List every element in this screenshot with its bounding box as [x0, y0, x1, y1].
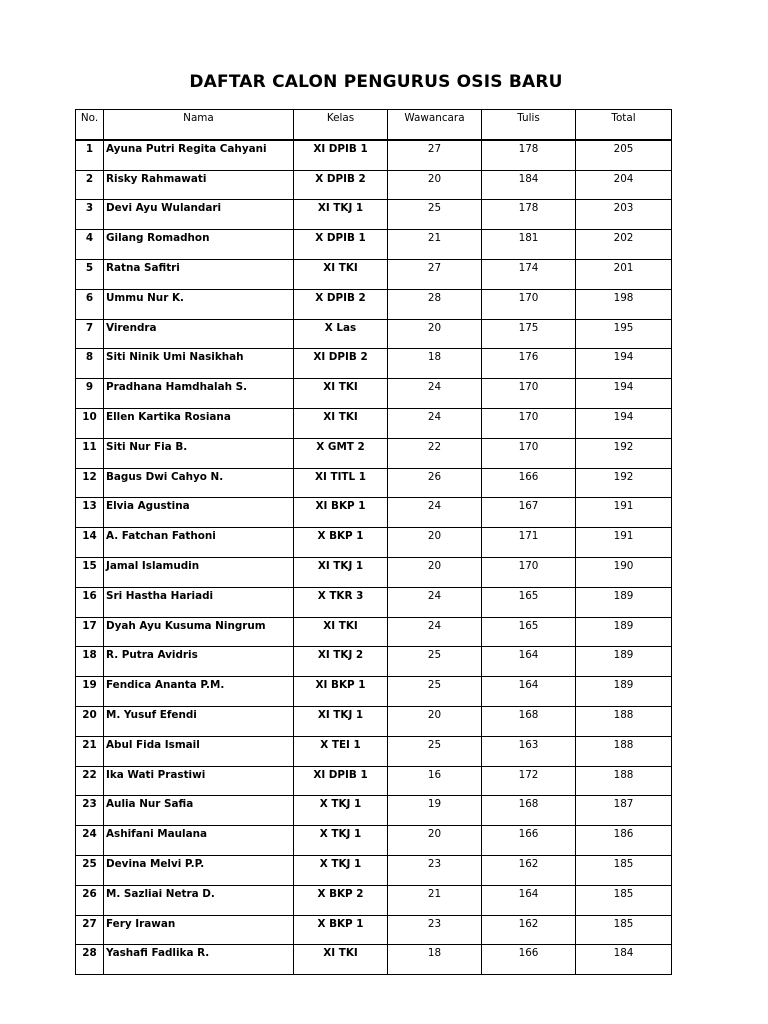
- table-row: [76, 796, 672, 826]
- cell-nama: Virendra: [104, 319, 294, 349]
- cell-wawancara: 22: [388, 438, 482, 468]
- cell-kelas: X BKP 1: [294, 915, 388, 945]
- cell-kelas: XI TKI: [294, 259, 388, 289]
- cell-no: 5: [76, 259, 104, 289]
- cell-no: 17: [76, 617, 104, 647]
- candidate-table: [75, 109, 672, 975]
- cell-tulis: 178: [482, 200, 576, 230]
- cell-tulis: 176: [482, 349, 576, 379]
- table-row: [76, 915, 672, 945]
- cell-wawancara: 20: [388, 557, 482, 587]
- cell-kelas: X TEI 1: [294, 736, 388, 766]
- cell-nama: Jamal Islamudin: [104, 557, 294, 587]
- cell-no: 23: [76, 796, 104, 826]
- cell-nama: Fendica Ananta P.M.: [104, 677, 294, 707]
- cell-nama: M. Sazliai Netra D.: [104, 885, 294, 915]
- cell-no: 19: [76, 677, 104, 707]
- cell-no: 24: [76, 826, 104, 856]
- cell-no: 14: [76, 528, 104, 558]
- table-row: [76, 528, 672, 558]
- cell-no: 11: [76, 438, 104, 468]
- cell-kelas: XI TITL 1: [294, 468, 388, 498]
- cell-total: 194: [576, 379, 672, 409]
- cell-wawancara: 25: [388, 677, 482, 707]
- cell-total: 192: [576, 438, 672, 468]
- cell-total: 202: [576, 230, 672, 260]
- table-row: [76, 706, 672, 736]
- cell-wawancara: 27: [388, 140, 482, 170]
- cell-no: 20: [76, 706, 104, 736]
- cell-no: 6: [76, 289, 104, 319]
- column-header-nama: Nama: [104, 110, 294, 140]
- cell-wawancara: 20: [388, 706, 482, 736]
- page-title: DAFTAR CALON PENGURUS OSIS BARU: [189, 72, 563, 92]
- cell-wawancara: 20: [388, 319, 482, 349]
- cell-total: 189: [576, 587, 672, 617]
- cell-no: 21: [76, 736, 104, 766]
- cell-nama: Siti Ninik Umi Nasikhah: [104, 349, 294, 379]
- cell-nama: Ika Wati Prastiwi: [104, 766, 294, 796]
- cell-tulis: 174: [482, 259, 576, 289]
- cell-total: 203: [576, 200, 672, 230]
- cell-nama: Dyah Ayu Kusuma Ningrum: [104, 617, 294, 647]
- cell-kelas: X DPIB 2: [294, 289, 388, 319]
- cell-kelas: X TKJ 1: [294, 855, 388, 885]
- cell-total: 188: [576, 736, 672, 766]
- cell-total: 189: [576, 677, 672, 707]
- cell-kelas: XI DPIB 1: [294, 140, 388, 170]
- table-row: [76, 289, 672, 319]
- cell-no: 8: [76, 349, 104, 379]
- cell-no: 4: [76, 230, 104, 260]
- table-row: [76, 379, 672, 409]
- cell-total: 185: [576, 855, 672, 885]
- cell-no: 26: [76, 885, 104, 915]
- cell-kelas: XI TKI: [294, 617, 388, 647]
- cell-no: 27: [76, 915, 104, 945]
- cell-nama: A. Fatchan Fathoni: [104, 528, 294, 558]
- table-row: [76, 587, 672, 617]
- cell-total: 188: [576, 766, 672, 796]
- table-row: [76, 677, 672, 707]
- cell-nama: Gilang Romadhon: [104, 230, 294, 260]
- cell-total: 191: [576, 528, 672, 558]
- cell-wawancara: 21: [388, 230, 482, 260]
- cell-kelas: XI TKI: [294, 945, 388, 975]
- cell-total: 195: [576, 319, 672, 349]
- cell-wawancara: 24: [388, 408, 482, 438]
- table-row: [76, 766, 672, 796]
- cell-kelas: X DPIB 2: [294, 170, 388, 200]
- cell-kelas: X GMT 2: [294, 438, 388, 468]
- cell-kelas: XI DPIB 2: [294, 349, 388, 379]
- cell-tulis: 168: [482, 796, 576, 826]
- cell-kelas: XI TKJ 1: [294, 200, 388, 230]
- table-row: [76, 826, 672, 856]
- cell-nama: Sri Hastha Hariadi: [104, 587, 294, 617]
- table-row: [76, 945, 672, 975]
- table-row: [76, 736, 672, 766]
- cell-kelas: X BKP 1: [294, 528, 388, 558]
- cell-tulis: 166: [482, 826, 576, 856]
- cell-kelas: X DPIB 1: [294, 230, 388, 260]
- cell-wawancara: 21: [388, 885, 482, 915]
- cell-total: 189: [576, 617, 672, 647]
- cell-tulis: 163: [482, 736, 576, 766]
- cell-nama: Ratna Safitri: [104, 259, 294, 289]
- table-row: [76, 140, 672, 170]
- cell-kelas: X TKJ 1: [294, 826, 388, 856]
- cell-tulis: 165: [482, 617, 576, 647]
- cell-nama: Aulia Nur Safia: [104, 796, 294, 826]
- cell-wawancara: 24: [388, 617, 482, 647]
- table-row: [76, 170, 672, 200]
- cell-total: 185: [576, 915, 672, 945]
- cell-tulis: 164: [482, 677, 576, 707]
- table-row: [76, 855, 672, 885]
- cell-tulis: 166: [482, 945, 576, 975]
- cell-wawancara: 19: [388, 796, 482, 826]
- cell-wawancara: 26: [388, 468, 482, 498]
- cell-wawancara: 27: [388, 259, 482, 289]
- cell-no: 18: [76, 647, 104, 677]
- cell-total: 185: [576, 885, 672, 915]
- cell-kelas: X Las: [294, 319, 388, 349]
- cell-tulis: 178: [482, 140, 576, 170]
- cell-nama: Bagus Dwi Cahyo N.: [104, 468, 294, 498]
- cell-no: 9: [76, 379, 104, 409]
- column-header-tulis: Tulis: [482, 110, 576, 140]
- cell-no: 16: [76, 587, 104, 617]
- cell-no: 2: [76, 170, 104, 200]
- cell-nama: Pradhana Hamdhalah S.: [104, 379, 294, 409]
- cell-wawancara: 23: [388, 915, 482, 945]
- cell-tulis: 171: [482, 528, 576, 558]
- table-row: [76, 230, 672, 260]
- cell-total: 194: [576, 349, 672, 379]
- cell-total: 190: [576, 557, 672, 587]
- cell-nama: R. Putra Avidris: [104, 647, 294, 677]
- cell-kelas: XI TKJ 1: [294, 706, 388, 736]
- cell-nama: M. Yusuf Efendi: [104, 706, 294, 736]
- cell-kelas: XI TKI: [294, 379, 388, 409]
- cell-nama: Devi Ayu Wulandari: [104, 200, 294, 230]
- table-row: [76, 319, 672, 349]
- cell-nama: Fery Irawan: [104, 915, 294, 945]
- cell-wawancara: 16: [388, 766, 482, 796]
- cell-nama: Abul Fida Ismail: [104, 736, 294, 766]
- cell-wawancara: 18: [388, 945, 482, 975]
- cell-kelas: X TKR 3: [294, 587, 388, 617]
- cell-total: 192: [576, 468, 672, 498]
- cell-nama: Ellen Kartika Rosiana: [104, 408, 294, 438]
- cell-wawancara: 23: [388, 855, 482, 885]
- table-row: [76, 647, 672, 677]
- cell-wawancara: 28: [388, 289, 482, 319]
- table-header-row: [76, 110, 672, 140]
- cell-no: 10: [76, 408, 104, 438]
- cell-no: 25: [76, 855, 104, 885]
- cell-kelas: XI BKP 1: [294, 498, 388, 528]
- cell-tulis: 170: [482, 557, 576, 587]
- cell-tulis: 170: [482, 408, 576, 438]
- cell-no: 12: [76, 468, 104, 498]
- cell-tulis: 184: [482, 170, 576, 200]
- cell-tulis: 170: [482, 379, 576, 409]
- column-header-no: No.: [76, 110, 104, 140]
- cell-no: 7: [76, 319, 104, 349]
- cell-kelas: XI TKJ 1: [294, 557, 388, 587]
- cell-total: 201: [576, 259, 672, 289]
- cell-no: 15: [76, 557, 104, 587]
- cell-nama: Elvia Agustina: [104, 498, 294, 528]
- cell-wawancara: 25: [388, 200, 482, 230]
- table-row: [76, 885, 672, 915]
- cell-wawancara: 25: [388, 736, 482, 766]
- cell-wawancara: 20: [388, 826, 482, 856]
- cell-nama: Devina Melvi P.P.: [104, 855, 294, 885]
- cell-nama: Ashifani Maulana: [104, 826, 294, 856]
- table-row: [76, 617, 672, 647]
- cell-no: 22: [76, 766, 104, 796]
- cell-wawancara: 20: [388, 528, 482, 558]
- cell-tulis: 170: [482, 438, 576, 468]
- cell-tulis: 162: [482, 915, 576, 945]
- cell-total: 187: [576, 796, 672, 826]
- cell-kelas: X BKP 2: [294, 885, 388, 915]
- cell-total: 205: [576, 140, 672, 170]
- table-row: [76, 438, 672, 468]
- cell-tulis: 181: [482, 230, 576, 260]
- cell-total: 198: [576, 289, 672, 319]
- cell-no: 28: [76, 945, 104, 975]
- cell-kelas: XI BKP 1: [294, 677, 388, 707]
- cell-wawancara: 24: [388, 379, 482, 409]
- cell-wawancara: 25: [388, 647, 482, 677]
- table-row: [76, 557, 672, 587]
- cell-wawancara: 18: [388, 349, 482, 379]
- cell-tulis: 170: [482, 289, 576, 319]
- column-header-kelas: Kelas: [294, 110, 388, 140]
- table-row: [76, 498, 672, 528]
- cell-tulis: 167: [482, 498, 576, 528]
- cell-nama: Ayuna Putri Regita Cahyani: [104, 140, 294, 170]
- table-body: [76, 140, 672, 975]
- cell-total: 184: [576, 945, 672, 975]
- cell-tulis: 165: [482, 587, 576, 617]
- table-row: [76, 259, 672, 289]
- cell-total: 191: [576, 498, 672, 528]
- table-row: [76, 349, 672, 379]
- column-header-wawancara: Wawancara: [388, 110, 482, 140]
- cell-tulis: 172: [482, 766, 576, 796]
- cell-total: 204: [576, 170, 672, 200]
- cell-nama: Ummu Nur K.: [104, 289, 294, 319]
- cell-kelas: XI DPIB 1: [294, 766, 388, 796]
- cell-no: 13: [76, 498, 104, 528]
- cell-kelas: XI TKJ 2: [294, 647, 388, 677]
- cell-wawancara: 20: [388, 170, 482, 200]
- cell-kelas: XI TKI: [294, 408, 388, 438]
- cell-tulis: 168: [482, 706, 576, 736]
- cell-no: 3: [76, 200, 104, 230]
- table-row: [76, 408, 672, 438]
- cell-tulis: 162: [482, 855, 576, 885]
- cell-total: 188: [576, 706, 672, 736]
- column-header-total: Total: [576, 110, 672, 140]
- cell-nama: Yashafi Fadlika R.: [104, 945, 294, 975]
- cell-total: 186: [576, 826, 672, 856]
- cell-no: 1: [76, 140, 104, 170]
- cell-tulis: 175: [482, 319, 576, 349]
- table-row: [76, 468, 672, 498]
- cell-kelas: X TKJ 1: [294, 796, 388, 826]
- table-row: [76, 200, 672, 230]
- cell-wawancara: 24: [388, 498, 482, 528]
- cell-nama: Risky Rahmawati: [104, 170, 294, 200]
- cell-tulis: 164: [482, 885, 576, 915]
- cell-total: 189: [576, 647, 672, 677]
- cell-tulis: 164: [482, 647, 576, 677]
- cell-tulis: 166: [482, 468, 576, 498]
- cell-total: 194: [576, 408, 672, 438]
- cell-wawancara: 24: [388, 587, 482, 617]
- cell-nama: Siti Nur Fia B.: [104, 438, 294, 468]
